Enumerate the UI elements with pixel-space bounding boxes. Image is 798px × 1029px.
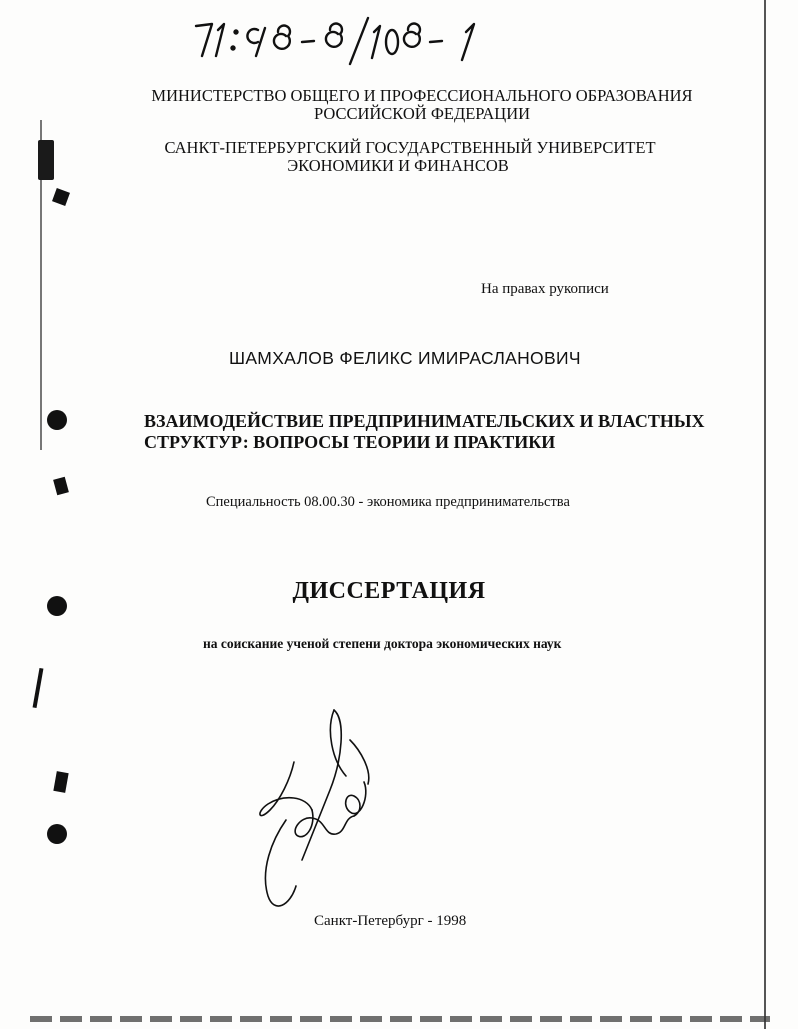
scan-mark <box>33 668 44 708</box>
scan-mark <box>53 477 69 496</box>
punch-hole <box>47 824 67 844</box>
scan-mark <box>52 188 70 206</box>
university-line-2: ЭКОНОМИКИ И ФИНАНСОВ <box>287 156 509 175</box>
author-name: ШАМХАЛОВ ФЕЛИКС ИМИРАСЛАНОВИЧ <box>229 348 581 368</box>
scan-bottom-strip <box>30 1016 770 1022</box>
dissertation-title-line-1: ВЗАИМОДЕЙСТВИЕ ПРЕДПРИНИМАТЕЛЬСКИХ И ВЛАСТНЫХ <box>144 411 705 431</box>
ministry-line-1: МИНИСТЕРСТВО ОБЩЕГО И ПРОФЕССИОНАЛЬНОГО ОБРАЗОВАНИЯ <box>151 86 693 105</box>
city-and-year: Санкт-Петербург - 1998 <box>314 913 467 929</box>
document-type-heading: ДИССЕРТАЦИЯ <box>292 578 486 604</box>
dissertation-title-line-2: СТРУКТУР: ВОПРОСЫ ТЕОРИИ И ПРАКТИКИ <box>144 432 556 452</box>
punch-hole <box>47 410 67 430</box>
specialty-line: Специальность 08.00.30 - экономика предпринимательства <box>206 494 570 510</box>
ministry-line-2: РОССИЙСКОЙ ФЕДЕРАЦИИ <box>313 104 531 123</box>
signature <box>250 700 390 920</box>
handwritten-archive-code <box>190 8 490 68</box>
manuscript-rights-note: На правах рукописи <box>481 281 609 297</box>
university-line-1: САНКТ-ПЕТЕРБУРГСКИЙ ГОСУДАРСТВЕННЫЙ УНИВЕРСИТЕТ <box>164 138 656 157</box>
degree-line: на соискание ученой степени доктора экономических наук <box>203 636 562 651</box>
scan-mark <box>53 771 68 793</box>
